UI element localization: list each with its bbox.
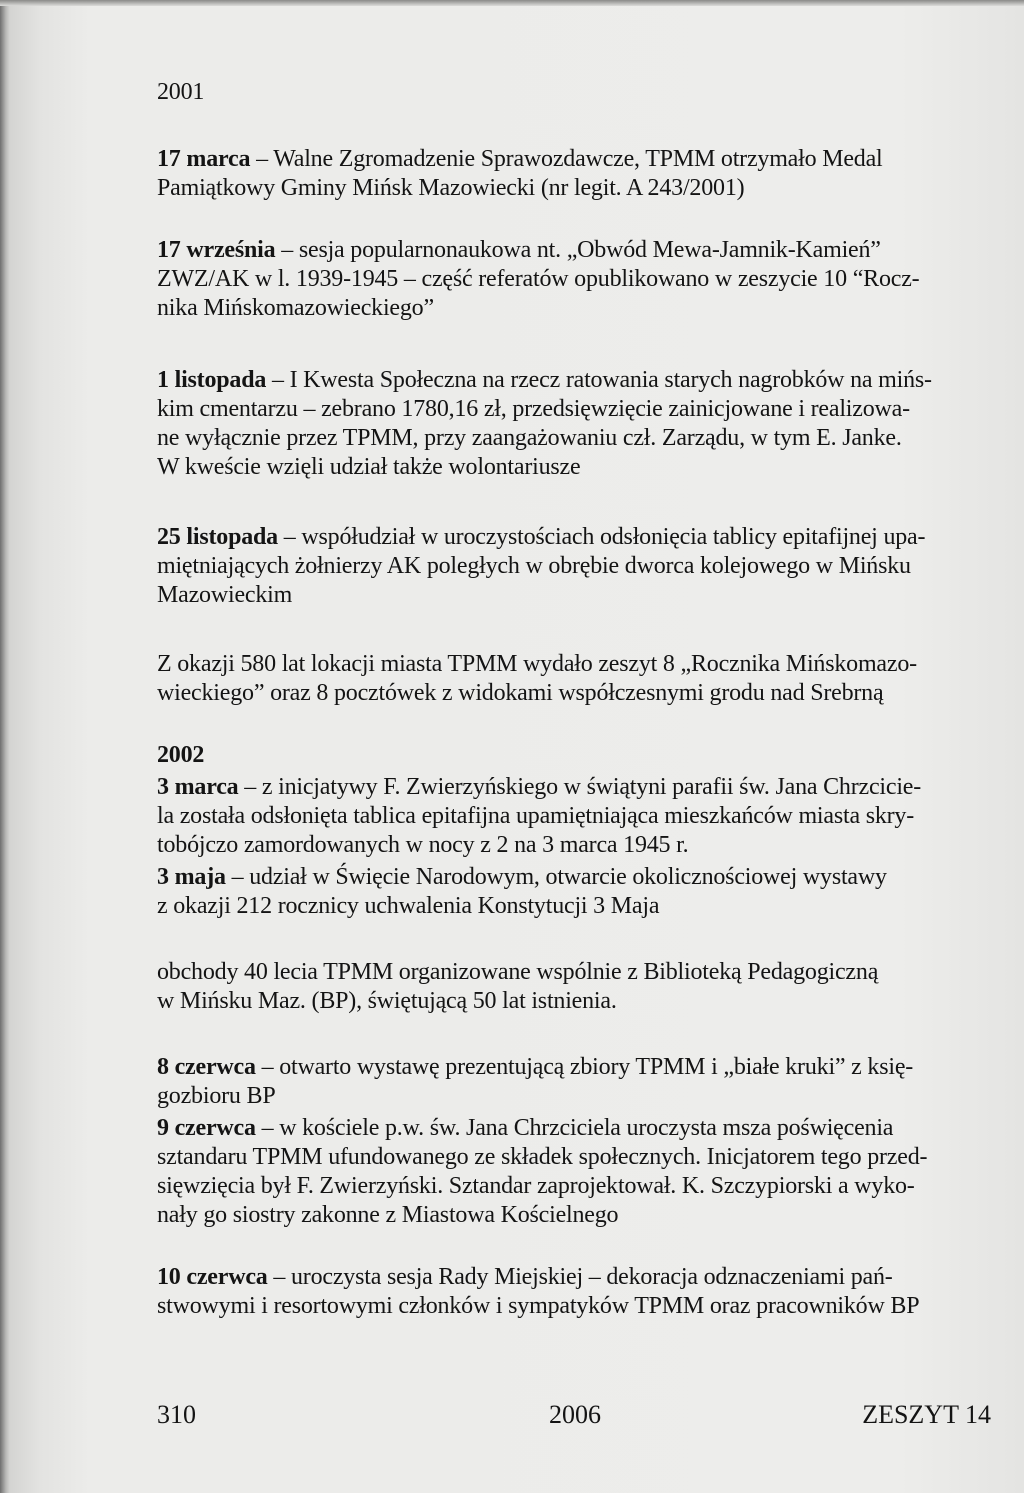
entry-line	[157, 1172, 991, 1201]
entry-text: W kweście wzięli udział także wolontariusze	[157, 454, 581, 480]
entry-line	[157, 453, 991, 482]
entry-line	[157, 1053, 991, 1082]
entry-text: Z okazji 580 lat lokacji miasta TPMM wydało zeszyt 8 „Rocznika Mińskomazo-	[157, 651, 917, 677]
entry-line	[157, 863, 991, 892]
entry-line	[157, 831, 991, 860]
entry-text: – z inicjatywy F. Zwierzyńskiego w świątyni parafii św. Jana Chrzcicie-	[238, 774, 922, 800]
entry-2002-1	[157, 863, 991, 921]
entry-line	[157, 802, 991, 831]
entry-2001-4	[157, 650, 991, 708]
year-heading-2001	[157, 78, 991, 107]
entry-text: z okazji 212 rocznicy uchwalenia Konstytucji 3 Maja	[157, 893, 660, 919]
entry-line	[157, 366, 991, 395]
entry-text: obchody 40 lecia TPMM organizowane wspólnie z Biblioteką Pedagogiczną	[157, 959, 879, 985]
entry-date: 10 czerwca	[157, 1264, 268, 1290]
entry-line	[157, 773, 991, 802]
entry-line	[157, 987, 991, 1016]
footer-year: 2006	[549, 1400, 601, 1429]
entry-line	[157, 236, 991, 265]
year-heading-2002	[157, 741, 991, 770]
entry-date: 3 maja	[157, 864, 226, 890]
entry-line	[157, 958, 991, 987]
entry-text: – w kościele p.w. św. Jana Chrzciciela uroczysta msza poświęcenia	[255, 1115, 894, 1141]
entry-text: Pamiątkowy Gminy Mińsk Mazowiecki (nr legit. A 243/2001)	[157, 175, 745, 201]
page-number: 310	[157, 1400, 196, 1429]
entry-line	[157, 1114, 991, 1143]
entry-line	[157, 1201, 991, 1230]
page-top-edge	[0, 0, 1024, 6]
page-binding-edge	[0, 0, 10, 1493]
entry-line	[157, 174, 991, 203]
entry-text: la została odsłonięta tablica epitafijna upamiętniająca mieszkańców miasta skry-	[157, 803, 915, 829]
entry-text: nika Mińskomazowieckiego”	[157, 295, 434, 321]
entry-line	[157, 1292, 991, 1321]
entry-line	[157, 1082, 991, 1111]
entry-text: sięwzięcia był F. Zwierzyński. Sztandar zaprojektował. K. Szczypiorski a wyko-	[157, 1173, 915, 1199]
entry-date: 17 września	[157, 237, 276, 263]
entry-text: – Walne Zgromadzenie Sprawozdawcze, TPMM otrzymało Medal	[250, 146, 883, 172]
entry-text: ZWZ/AK w l. 1939-1945 – część referatów opublikowano w zeszycie 10 “Rocz-	[157, 266, 920, 292]
page-footer	[157, 1400, 991, 1432]
entry-text: – sesja popularnonaukowa nt. „Obwód Mewa-Jamnik-Kamień”	[275, 237, 881, 263]
entry-line	[157, 581, 991, 610]
year-2001-label: 2001	[157, 79, 205, 105]
year-2002-label: 2002	[157, 742, 205, 768]
entry-date: 9 czerwca	[157, 1115, 256, 1141]
entry-2002-2	[157, 958, 991, 1016]
entry-text: miętniających żołnierzy AK poległych w obrębie dworca kolejowego w Mińsku	[157, 553, 911, 579]
entry-2001-0	[157, 145, 991, 203]
entry-date: 1 listopada	[157, 367, 267, 393]
entry-text: sztandaru TPMM ufundowanego ze składek społecznych. Inicjatorem tego przed-	[157, 1144, 928, 1170]
entry-text: – I Kwesta Społeczna na rzecz ratowania starych nagrobków na mińs-	[266, 367, 932, 393]
entry-date: 25 listopada	[157, 524, 278, 550]
entry-line	[157, 424, 991, 453]
entry-text: w Mińsku Maz. (BP), świętującą 50 lat istnienia.	[157, 988, 617, 1014]
entry-text: – uroczysta sesja Rady Miejskiej – dekoracja odznaczeniami pań-	[267, 1264, 893, 1290]
entry-date: 17 marca	[157, 146, 251, 172]
entry-date: 8 czerwca	[157, 1054, 256, 1080]
entry-line	[157, 265, 991, 294]
entry-2002-5	[157, 1263, 991, 1321]
entry-line	[157, 395, 991, 424]
entry-2002-4	[157, 1114, 991, 1230]
entry-text: kim cmentarzu – zebrano 1780,16 zł, przedsięwzięcie zainicjowane i realizowa-	[157, 396, 910, 422]
entry-line	[157, 294, 991, 323]
footer-issue: ZESZYT 14	[862, 1400, 991, 1429]
entry-line	[157, 1263, 991, 1292]
entry-line	[157, 523, 991, 552]
entry-2001-1	[157, 236, 991, 323]
entry-text: gozbioru BP	[157, 1083, 276, 1109]
entry-text: – otwarto wystawę prezentującą zbiory TPMM i „białe kruki” z księ-	[255, 1054, 914, 1080]
entry-text: tobójczo zamordowanych w nocy z 2 na 3 marca 1945 r.	[157, 832, 689, 858]
entry-date: 3 marca	[157, 774, 239, 800]
entry-2001-2	[157, 366, 991, 482]
entry-2001-3	[157, 523, 991, 610]
entry-line	[157, 552, 991, 581]
entry-line	[157, 1143, 991, 1172]
entry-text: nały go siostry zakonne z Miastowa Kościelnego	[157, 1202, 619, 1228]
entry-line	[157, 650, 991, 679]
entry-line	[157, 892, 991, 921]
entry-text: Mazowieckim	[157, 582, 293, 608]
entry-text: stwowymi i resortowymi członków i sympatyków TPMM oraz pracowników BP	[157, 1293, 920, 1319]
entry-text: – udział w Święcie Narodowym, otwarcie okolicznościowej wystawy	[225, 864, 887, 890]
entry-2002-0	[157, 773, 991, 860]
entry-line	[157, 145, 991, 174]
entry-text: ne wyłącznie przez TPMM, przy zaangażowaniu czł. Zarządu, w tym E. Janke.	[157, 425, 902, 451]
entry-line	[157, 679, 991, 708]
entry-text: – współudział w uroczystościach odsłonięcia tablicy epitafijnej upa-	[277, 524, 926, 550]
entry-2002-3	[157, 1053, 991, 1111]
entry-text: wieckiego” oraz 8 pocztówek z widokami współczesnymi grodu nad Srebrną	[157, 680, 884, 706]
